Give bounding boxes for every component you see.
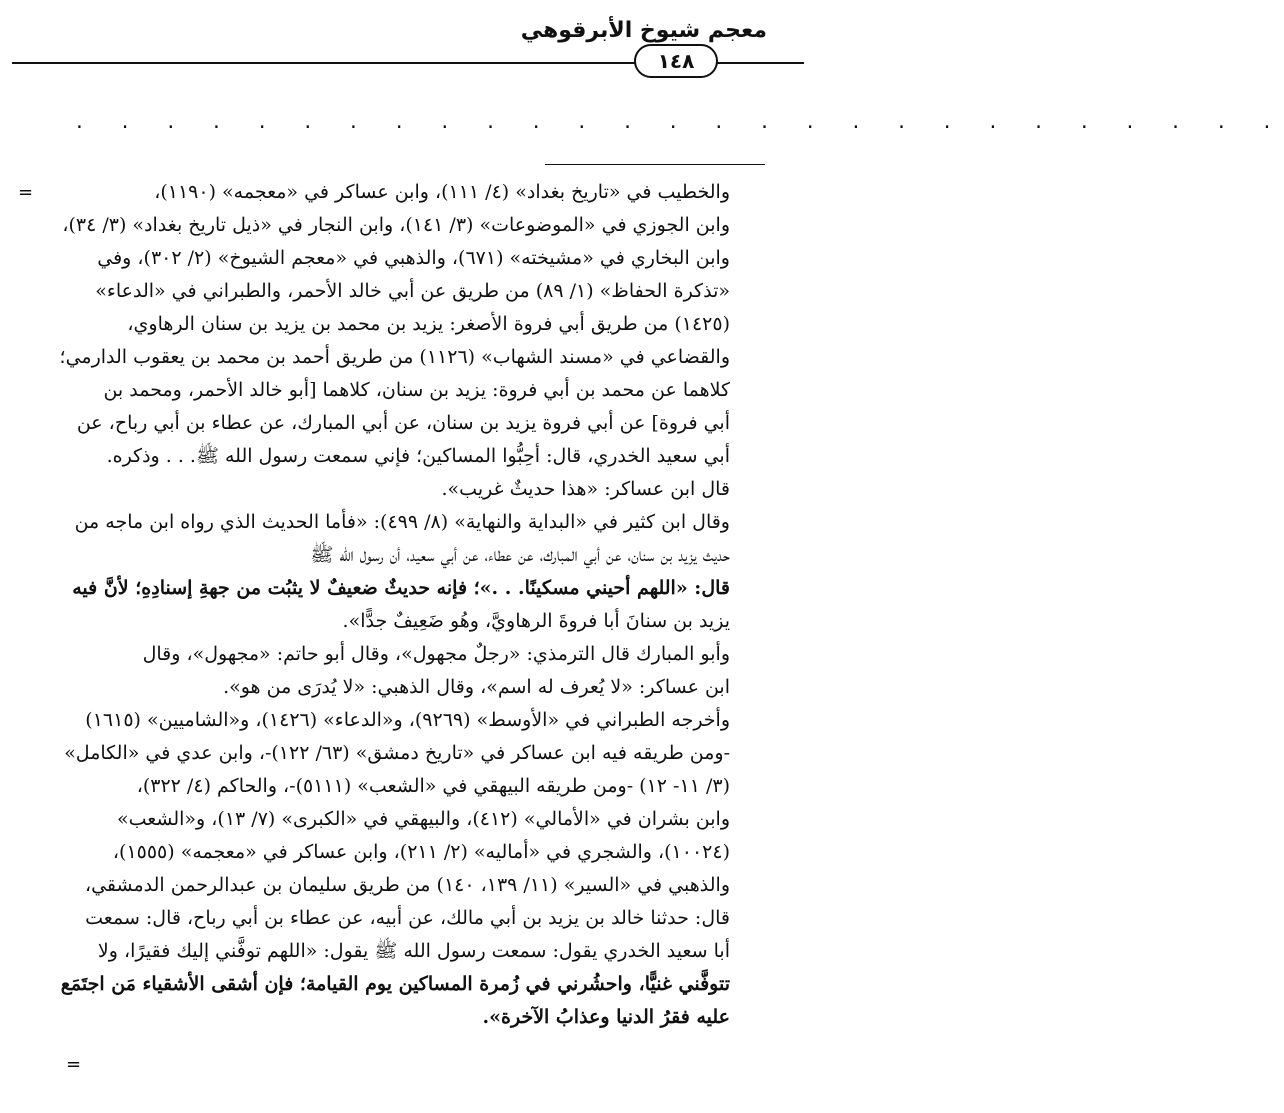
- page-number: ١٤٨: [634, 44, 718, 78]
- text-line: يزيد بن سنانَ أبا فروةَ الرهاويَّ، وهُو ضَعِيفٌ جدًّا».: [342, 610, 730, 632]
- text-line: وقال ابن كثير في «البداية والنهاية» (٨/ ٤٩٩): «فأما الحديث الذي رواه ابن ماجه من: [74, 511, 730, 533]
- book-title: معجم شيوخ الأبرقوهي: [520, 18, 767, 43]
- text-line: (٣/ ١١- ١٢) -ومن طريقه البيهقي في «الشعب» (٥١١١)-، والحاكم (٤/ ٣٢٢)،: [136, 775, 730, 797]
- text-line: (١٠٠٢٤)، والشجري في «أماليه» (٢/ ٢١١)، وابن عساكر في «معجمه» (١٥٥٥)،: [112, 841, 730, 863]
- text-line: تتوفَّني غنيًّا، واحشُرني في زُمرة المساكين يوم القيامة؛ فإن أشقى الأشقياء مَن اجتَمَع: [60, 973, 730, 995]
- text-line: قال: «اللهم أحيني مسكينًا. . .»؛ فإنه حديثٌ ضعيفٌ لا يثبُت من جهةِ إسنادِهِ؛ لأنَّ فيه: [72, 577, 730, 599]
- text-line: «تذكرة الحفاظ» (١/ ٨٩) من طريق عن أبي خالد الأحمر، والطبراني في «الدعاء»: [95, 280, 730, 302]
- text-line: كلاهما عن محمد بن أبي فروة: يزيد بن سنان، كلاهما [أبو خالد الأحمر، ومحمد بن: [103, 379, 730, 401]
- separator-dots: . . . . . . . . . . . . . . . . . . . . . . . . . . .: [74, 112, 1284, 133]
- text-line: وأبو المبارك قال الترمذي: «رجلٌ مجهول»، وقال أبو حاتم: «مجهول»، وقال: [142, 643, 730, 665]
- text-line: أبا سعيد الخدري يقول: سمعت رسول الله ﷺ يقول: «اللهم توفَّني إليك فقيرًا، ولا: [97, 940, 730, 962]
- text-line: عليه فقرُ الدنيا وعذابُ الآخرة».: [482, 1006, 730, 1028]
- footnote-text: [59, 176, 730, 1034]
- footnote-rule: [545, 164, 765, 165]
- continuation-mark-top: =: [18, 182, 34, 203]
- text-line: والذهبي في «السير» (١١/ ١٣٩، ١٤٠) من طريق سليمان بن عبدالرحمن الدمشقي،: [84, 874, 730, 896]
- text-line: قال: حدثنا خالد بن يزيد بن أبي مالك، عن أبيه، عن عطاء بن أبي رباح، قال: سمعت: [85, 907, 730, 929]
- continuation-mark-bottom: =: [66, 1054, 82, 1075]
- text-line: قال ابن عساكر: «هذا حديثٌ غريب».: [441, 478, 730, 500]
- text-line: حديث يزيد بن سنان، عن أبي المبارك، عن عطاء، عن أبي سعيد، أن رسول الله ﷺ: [310, 544, 730, 566]
- text-line: وابن البخاري في «مشيخته» (٦٧١)، والذهبي في «معجم الشيوخ» (٢/ ٣٠٢)، وفي: [97, 247, 730, 269]
- text-line: والخطيب في «تاريخ بغداد» (٤/ ١١١)، وابن عساكر في «معجمه» (١١٩٠)،: [154, 181, 730, 203]
- text-line: وأخرجه الطبراني في «الأوسط» (٩٢٦٩)، و«الدعاء» (١٤٢٦)، و«الشاميين» (١٦١٥): [85, 709, 730, 731]
- text-line: وابن الجوزي في «الموضوعات» (٣/ ١٤١)، وابن النجار في «ذيل تاريخ بغداد» (٣/ ٣٤)،: [62, 214, 730, 236]
- text-line: أبي سعيد الخدري، قال: أحِبُّوا المساكين؛ فإني سمعت رسول الله ﷺ. . . وذكره.: [106, 445, 730, 467]
- text-line: أبي فروة] عن أبي فروة يزيد بن سنان، عن أبي المبارك، عن عطاء بن أبي رباح، عن: [76, 412, 730, 434]
- text-line: -ومن طريقه فيه ابن عساكر في «تاريخ دمشق» (٦٣/ ١٢٢)-، وابن عدي في «الكامل»: [64, 742, 730, 764]
- text-line: وابن بشران في «الأمالي» (٤١٢)، والبيهقي في «الكبرى» (٧/ ١٣)، و«الشعب»: [116, 808, 730, 830]
- text-line: ابن عساكر: «لا يُعرف له اسم»، وقال الذهبي: «لا يُدرَى من هو».: [223, 676, 730, 698]
- text-line: والقضاعي في «مسند الشهاب» (١١٢٦) من طريق أحمد بن محمد بن يعقوب الدارمي؛: [59, 346, 730, 368]
- text-line: (١٤٢٥) من طريق أبي فروة الأصغر: يزيد بن محمد بن يزيد بن سنان الرهاوي،: [127, 313, 730, 335]
